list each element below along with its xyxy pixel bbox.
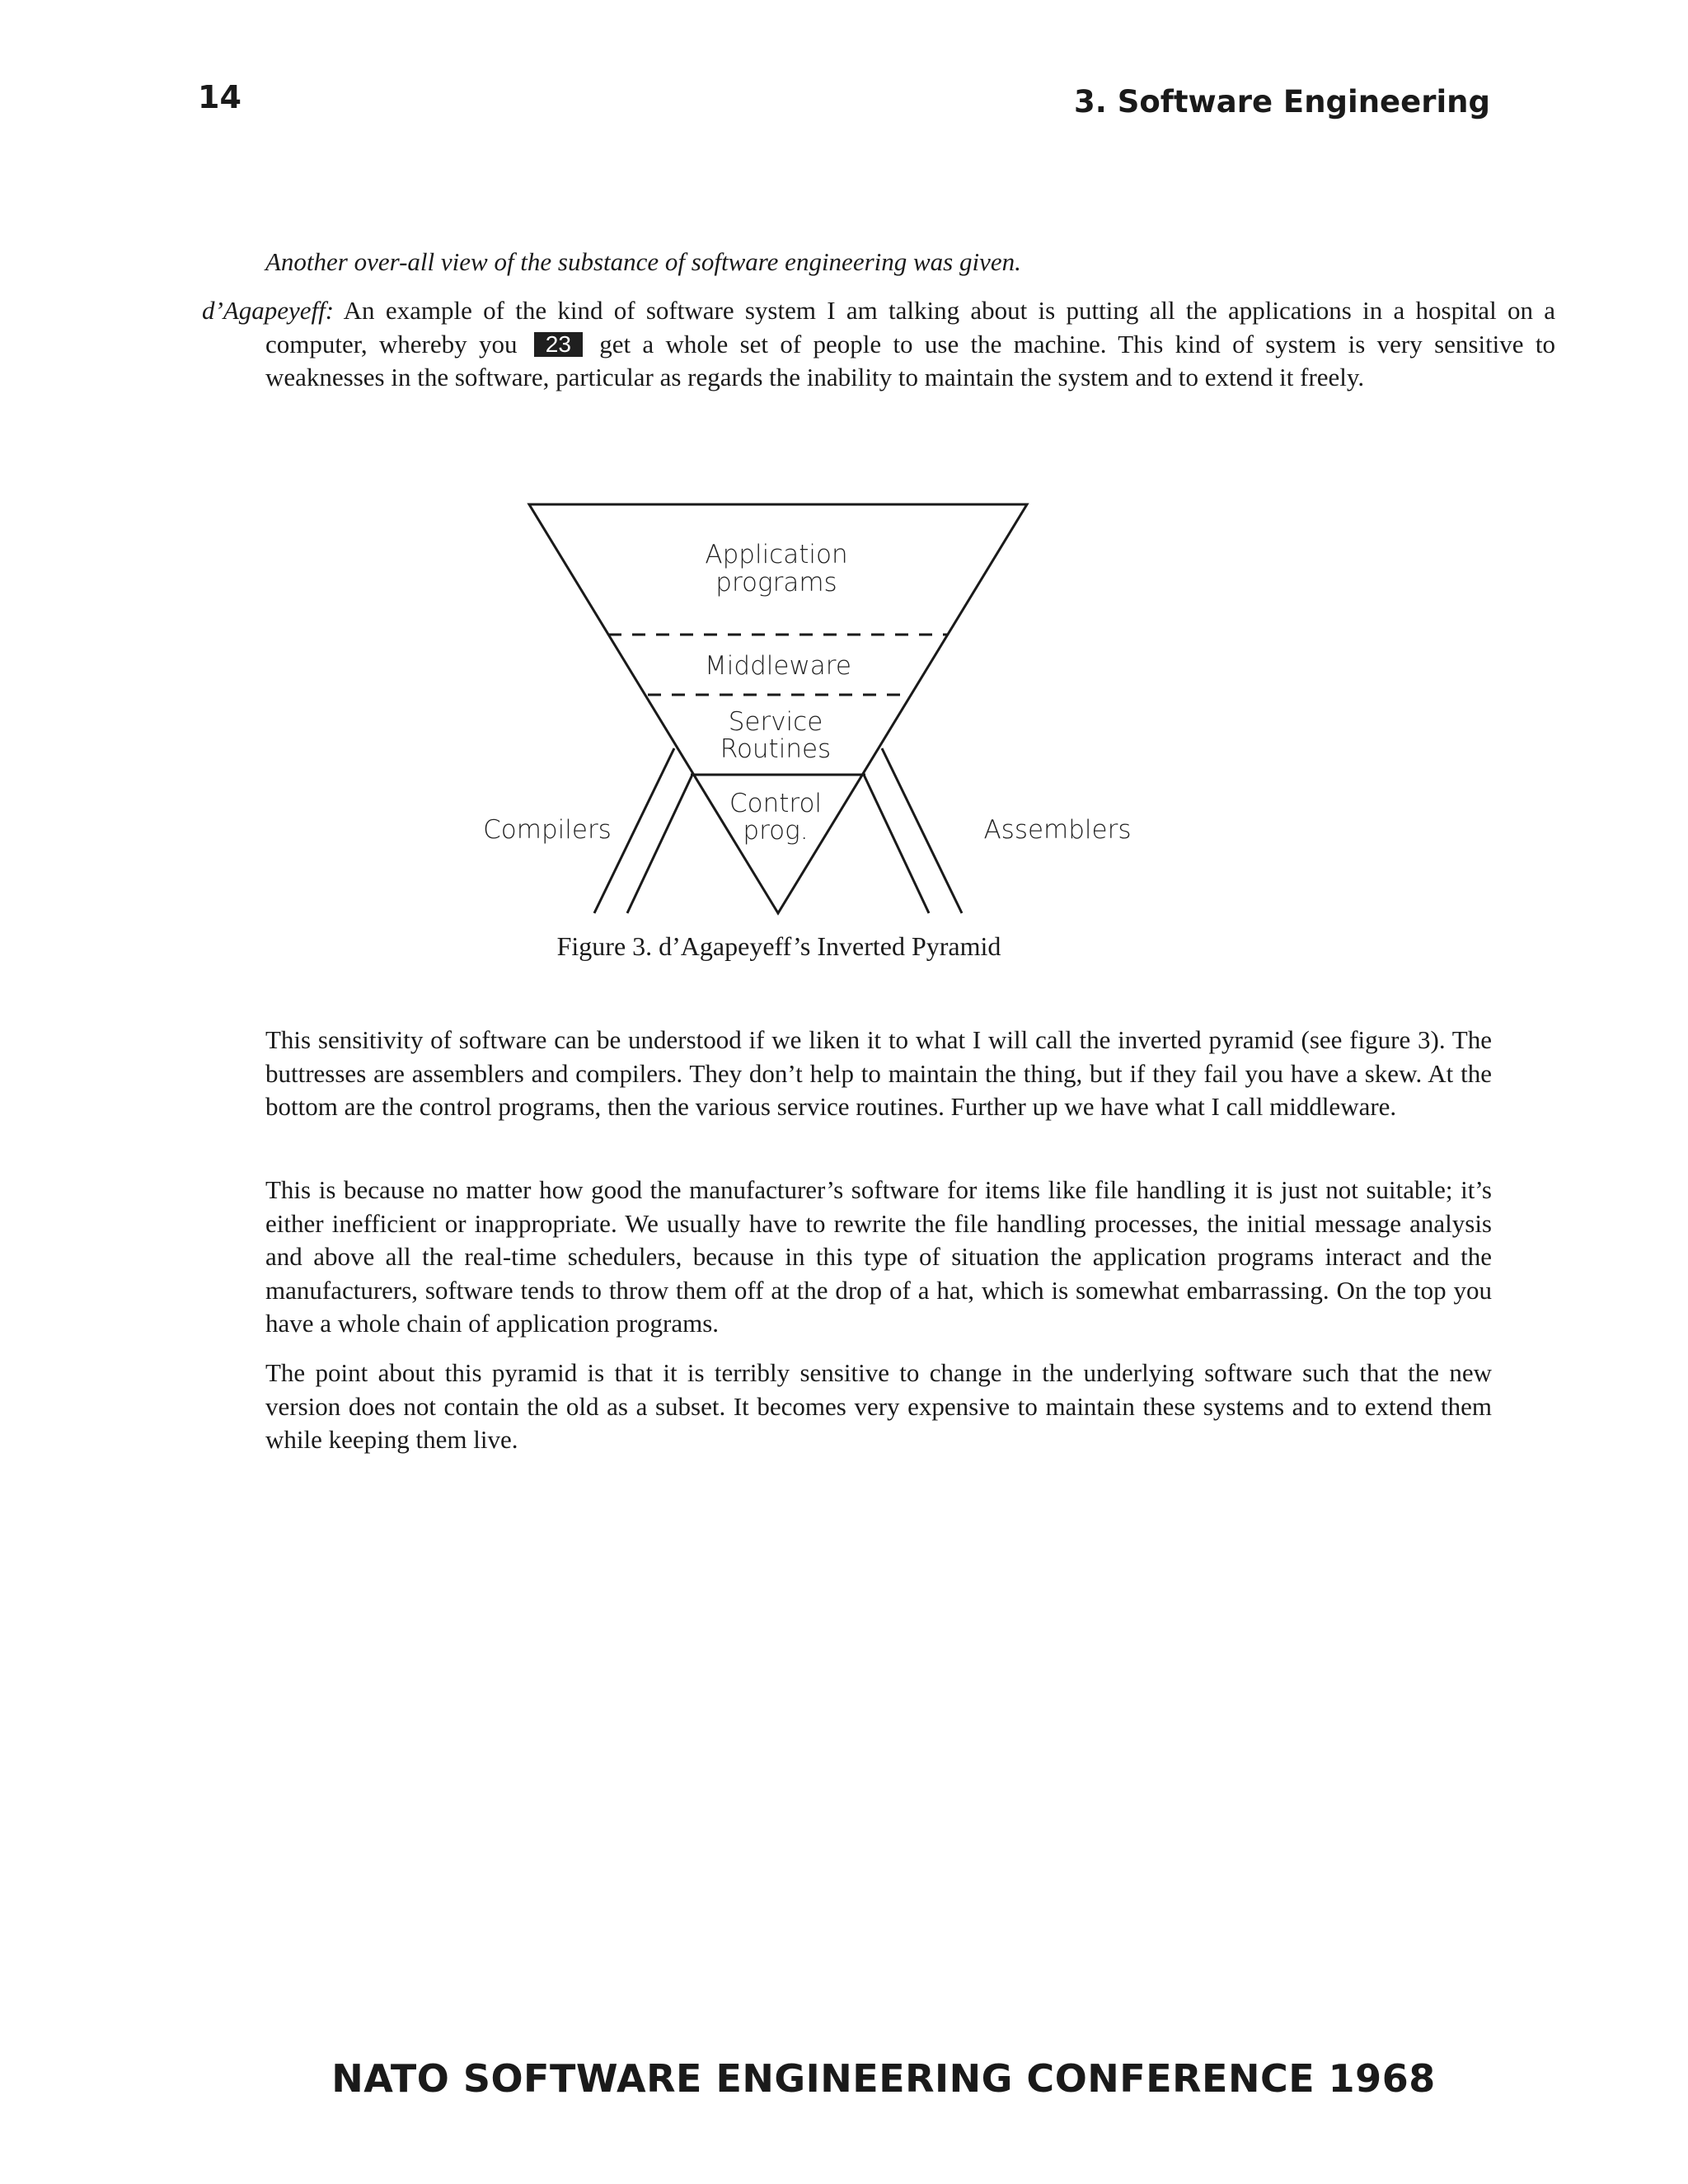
inverted-pyramid-diagram	[462, 486, 1162, 931]
speech-paragraph	[202, 294, 1555, 395]
right-buttress-outer	[882, 748, 962, 913]
label-control-line1: Control	[729, 789, 823, 818]
left-buttress-inner	[627, 775, 692, 913]
label-control-line2: prog.	[743, 816, 809, 846]
speech-text-before: An example of the kind of software system I am talking about is putting all the applications in a hospital on a computer, whereby you	[265, 296, 1555, 359]
figure-caption: Figure 3. d’Agapeyeff’s Inverted Pyramid	[556, 931, 1001, 961]
conference-footer: NATO SOFTWARE ENGINEERING CONFERENCE 1968	[331, 2056, 1436, 2101]
body-paragraph: This is because no matter how good the manufacturer’s software for items like file handling it is just not suitable; it’s either inefficient or inappropriate. We usually have to rewrite the file handling processes, the initial message analysis and above all the real-time schedulers, because in this type of situation the application programs interact and the manufacturers, software tends to throw them off at the drop of a hat, which is somewhat embarrassing. On the top you have a whole chain of application programs.	[265, 1175, 1492, 1338]
label-application-line1: Application	[705, 540, 848, 569]
right-buttress-inner	[864, 775, 929, 913]
chapter-title: 3. Software Engineering	[1074, 84, 1490, 120]
inverted-pyramid-figure	[462, 486, 1162, 931]
page-marker-badge: 23	[534, 332, 583, 357]
speaker-name: d’Agapeyeff:	[202, 296, 335, 325]
label-application-line2: programs	[715, 568, 837, 598]
label-service-line2: Routines	[720, 734, 832, 764]
label-middleware: Middleware	[705, 651, 851, 681]
body-paragraph: The point about this pyramid is that it is terribly sensitive to change in the underlying software such that the new version does not contain the old as a subset. It becomes very expensive to maintain these systems and to extend them while keeping them live.	[265, 1358, 1492, 1454]
body-paragraph: This sensitivity of software can be understood if we liken it to what I will call the inverted pyramid (see figure 3). The buttresses are assemblers and compilers. They don’t help to maintain the thing, but if they fail you have a skew. At the bottom are the control programs, then the various service routines. Further up we have what I call middleware.	[265, 1025, 1492, 1121]
page-number: 14	[198, 79, 241, 115]
label-compilers: Compilers	[483, 815, 612, 845]
label-assemblers: Assemblers	[983, 815, 1132, 845]
speech-text-after: get a whole set of people to use the machine. This kind of system is very sensitive to weaknesses in the software, particular as regards the inability to maintain the system and to extend it freely.	[265, 329, 1555, 391]
intro-paragraph: Another over-all view of the substance of software engineering was given.	[265, 247, 1021, 276]
label-service-line1: Service	[728, 707, 823, 737]
